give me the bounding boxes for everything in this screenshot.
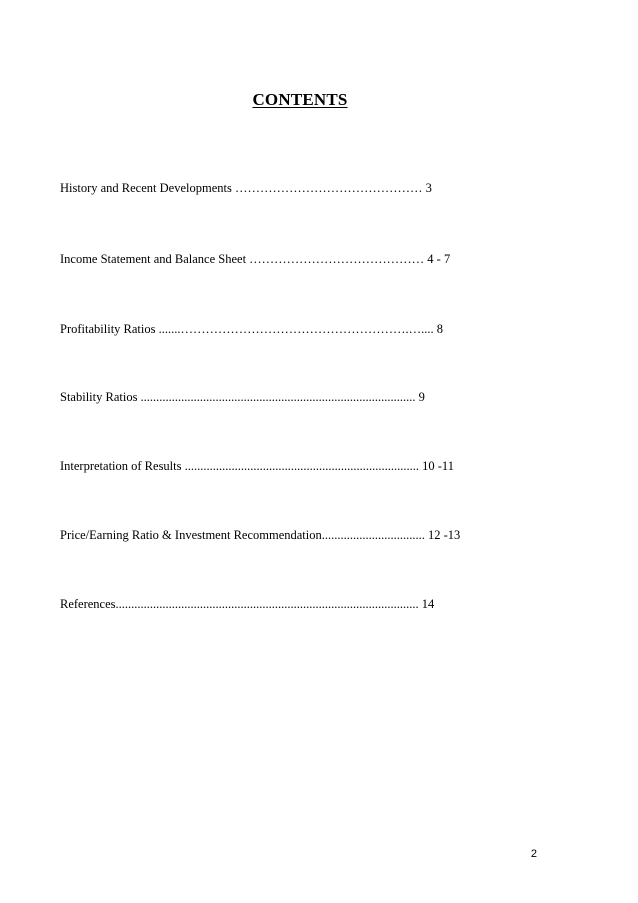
- toc-entry-interpretation: Interpretation of Results ........................................................................... 10 -11: [60, 459, 454, 473]
- contents-heading: CONTENTS: [252, 90, 348, 109]
- toc-entry-income-statement: Income Statement and Balance Sheet …………………………………… 4 - 7: [60, 252, 451, 266]
- toc-entry-history: History and Recent Developments ……………………………………… 3: [60, 181, 432, 195]
- toc-entry-references: References................................................................................................. 14: [60, 597, 435, 611]
- page-number: 2: [530, 848, 537, 860]
- toc-entry-profitability-ratios: Profitability Ratios .......……………………………………………….….... 8: [60, 322, 443, 336]
- toc-entry-stability-ratios: Stability Ratios ........................................................................................ 9: [60, 390, 425, 404]
- toc-entry-price-earning: Price/Earning Ratio & Investment Recommendation................................. 12 -13: [60, 528, 461, 542]
